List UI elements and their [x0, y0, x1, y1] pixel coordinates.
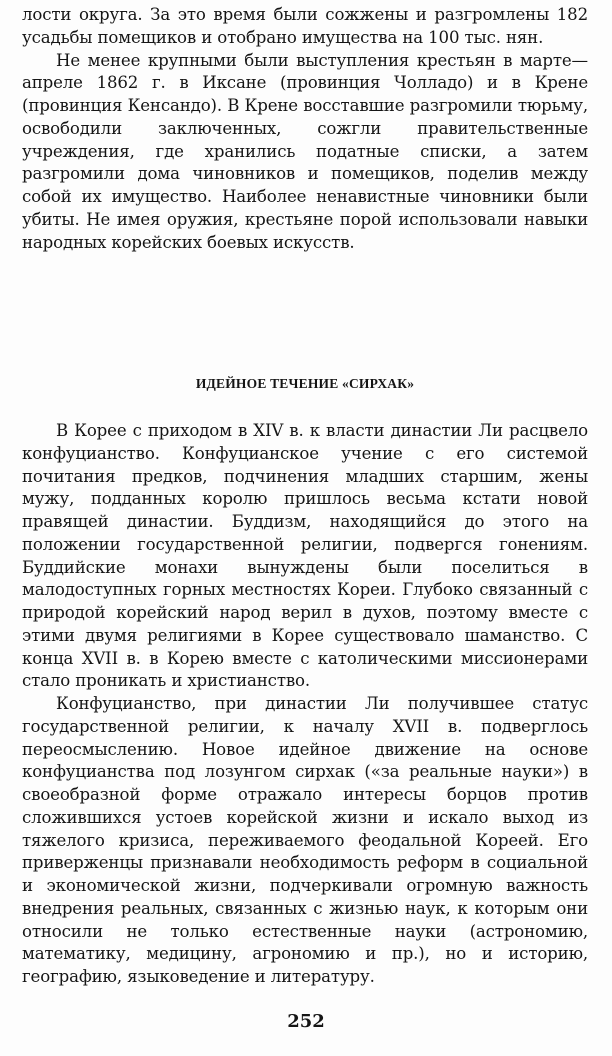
paragraph: лости округа. За это время были сожжены и разгромлены 182 усадьбы помещиков и отобрано имущества на 100 тыс. нян. [22, 5, 588, 47]
section-heading: ИДЕЙНОЕ ТЕЧЕНИЕ «СИРХАК» [195, 376, 415, 391]
page-number: 252 [287, 1011, 325, 1032]
main-text-section [22, 420, 588, 989]
paragraph: Конфуцианство, при династии Ли получившее статус государственной религии, к началу XVII в. подверглось переосмыслению. Новое идейное движение на основе конфуцианства под лозунгом сирхак («за реальные науки») в своеобразной форме отражало интересы борцов против сложившихся устоев корейской жизни и искало выход из тяжелого кризиса, переживаемого феодальной Кореей. Его приверженцы признавали необходимость реформ в социальной и экономической жизни, подчеркивали огромную важность внедрения реальных, связанных с жизнью наук, к которым они относили не только естественные науки (астрономию, математику, медицину, агрономию и пр.), но и историю, географию, языковедение и литературу. [22, 694, 588, 986]
paragraph: Не менее крупными были выступления крестьян в марте—апреле 1862 г. в Иксане (провинция Чолладо) и в Крене (провинция Кенсандо). В Крене восставшие разгромили тюрьму, освободили заключенных, сожгли правительственные учреждения, где хранились податные списки, а затем разгромили дома чиновников и помещиков, поделив между собой их имущество. Наиболее ненавистные чиновники были убиты. Не имея оружия, крестьяне порой использовали навыки народных корейских боевых искусств. [22, 50, 588, 252]
top-text-section [22, 4, 588, 254]
paragraph: В Корее с приходом в XIV в. к власти династии Ли расцвело конфуцианство. Конфуцианское учение с его системой почитания предков, подчинения младших старшим, жены мужу, подданных королю пришлось весьма кстати новой правящей династии. Буддизм, находящийся до этого на положении государственной религии, подвергся гонениям. Буддийские монахи вынуждены были поселиться в малодоступных горных местностях Кореи. Глубоко связанный с природой корейский народ верил в духов, поэтому вместе с этими двумя религиями в Корее существовало шаманство. С конца XVII в. в Корею вместе с католическими миссионерами стало проникать и христианство. [22, 421, 588, 691]
